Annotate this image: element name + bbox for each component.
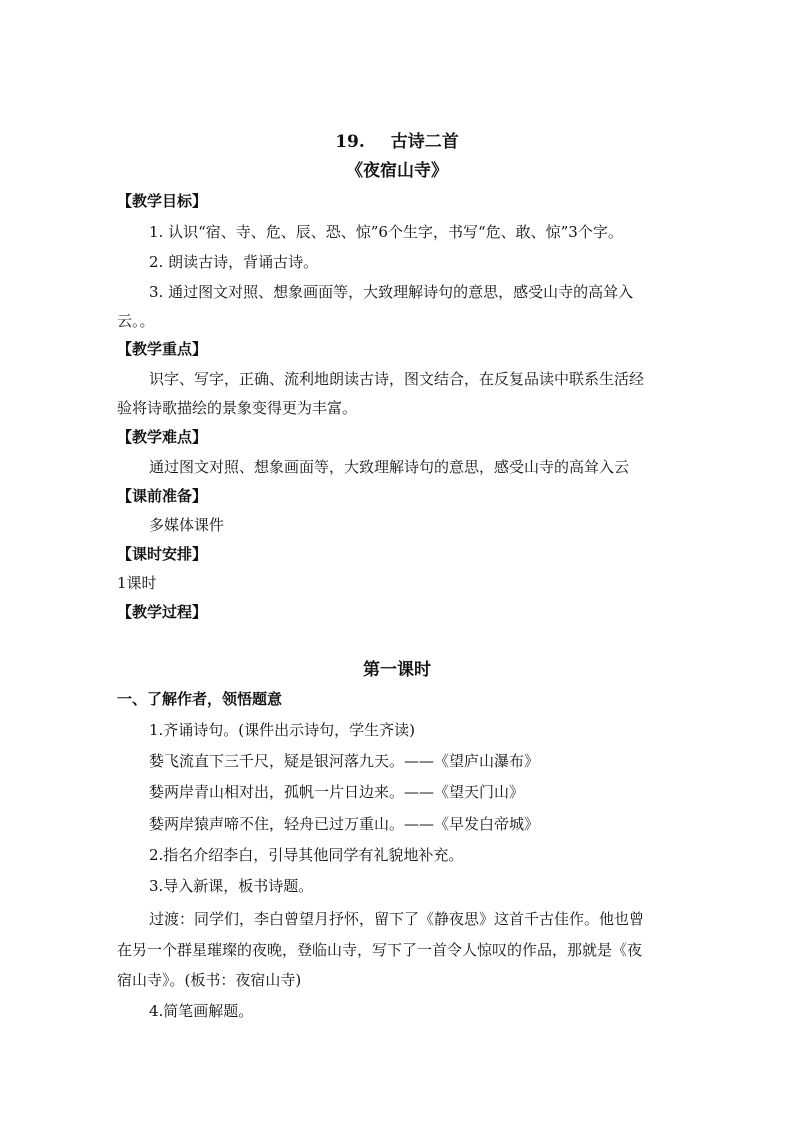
objective-item-3-cont: 云。。 [117,312,155,330]
difficulties-heading: 【教学难点】 [117,428,208,446]
key-points-line-1: 识字、写字，正确、流利地朗读古诗，图文结合，在反复品读中联系生活经 [149,370,645,388]
poem-line-1: 㛷飞流直下三千尺，疑是银河落九天。——《望庐山瀑布》 [149,752,540,770]
poem-line-2: 㛷两岸青山相对出，孤帆一片日边来。——《望天门山》 [149,783,525,801]
step-1: 1.齐诵诗句。(课件出示诗句，学生齐读) [149,721,416,739]
key-points-heading: 【教学重点】 [117,340,208,358]
first-lesson-title: 第一课时 [363,660,431,680]
schedule-heading: 【课时安排】 [117,545,208,563]
step-4: 4.简笔画解题。 [149,1002,254,1020]
process-heading: 【教学过程】 [117,603,208,621]
schedule-text: 1课时 [117,574,157,592]
poem-line-3: 㛷两岸猿声啼不住，轻舟已过万重山。——《早发白帝城》 [149,815,540,833]
lesson-title [0,132,794,152]
transition-line-1: 过渡：同学们，李白曾望月抒怀，留下了《静夜思》这首千古佳作。他也曾 [149,910,645,928]
objective-item-3: 3. 通过图文对照、想象画面等，大致理解诗句的意思，感受山寺的高耸入 [149,283,634,301]
transition-line-2: 在另一个群星璀璨的夜晚，登临山寺，写下了一首令人惊叹的作品，那就是《夜 [117,941,643,959]
transition-line-3: 宿山寺》。(板书：夜宿山寺) [117,971,302,989]
part1-heading: 一、了解作者，领悟题意 [117,690,283,708]
preparation-text: 多媒体课件 [149,516,225,534]
objective-item-2: 2. 朗读古诗，背诵古诗。 [149,253,319,271]
objectives-heading: 【教学目标】 [117,192,208,210]
lesson-title-text: 古诗二首 [390,132,459,152]
step-2: 2.指名介绍李白，引导其他同学有礼貌地补充。 [149,846,464,864]
lesson-number: 19. [335,132,365,152]
difficulties-text: 通过图文对照、想象画面等，大致理解诗句的意思，感受山寺的高耸入云 [149,458,630,476]
key-points-line-2: 验将诗歌描绘的景象变得更为丰富。 [117,399,358,417]
objective-item-1: 1. 认识“宿、寺、危、辰、恐、惊”6个生字，书写“危、敢、惊”3个字。 [149,223,623,241]
poem-title: 《夜宿山寺》 [346,161,448,181]
step-3: 3.导入新课，板书诗题。 [149,877,314,895]
preparation-heading: 【课前准备】 [117,487,208,505]
